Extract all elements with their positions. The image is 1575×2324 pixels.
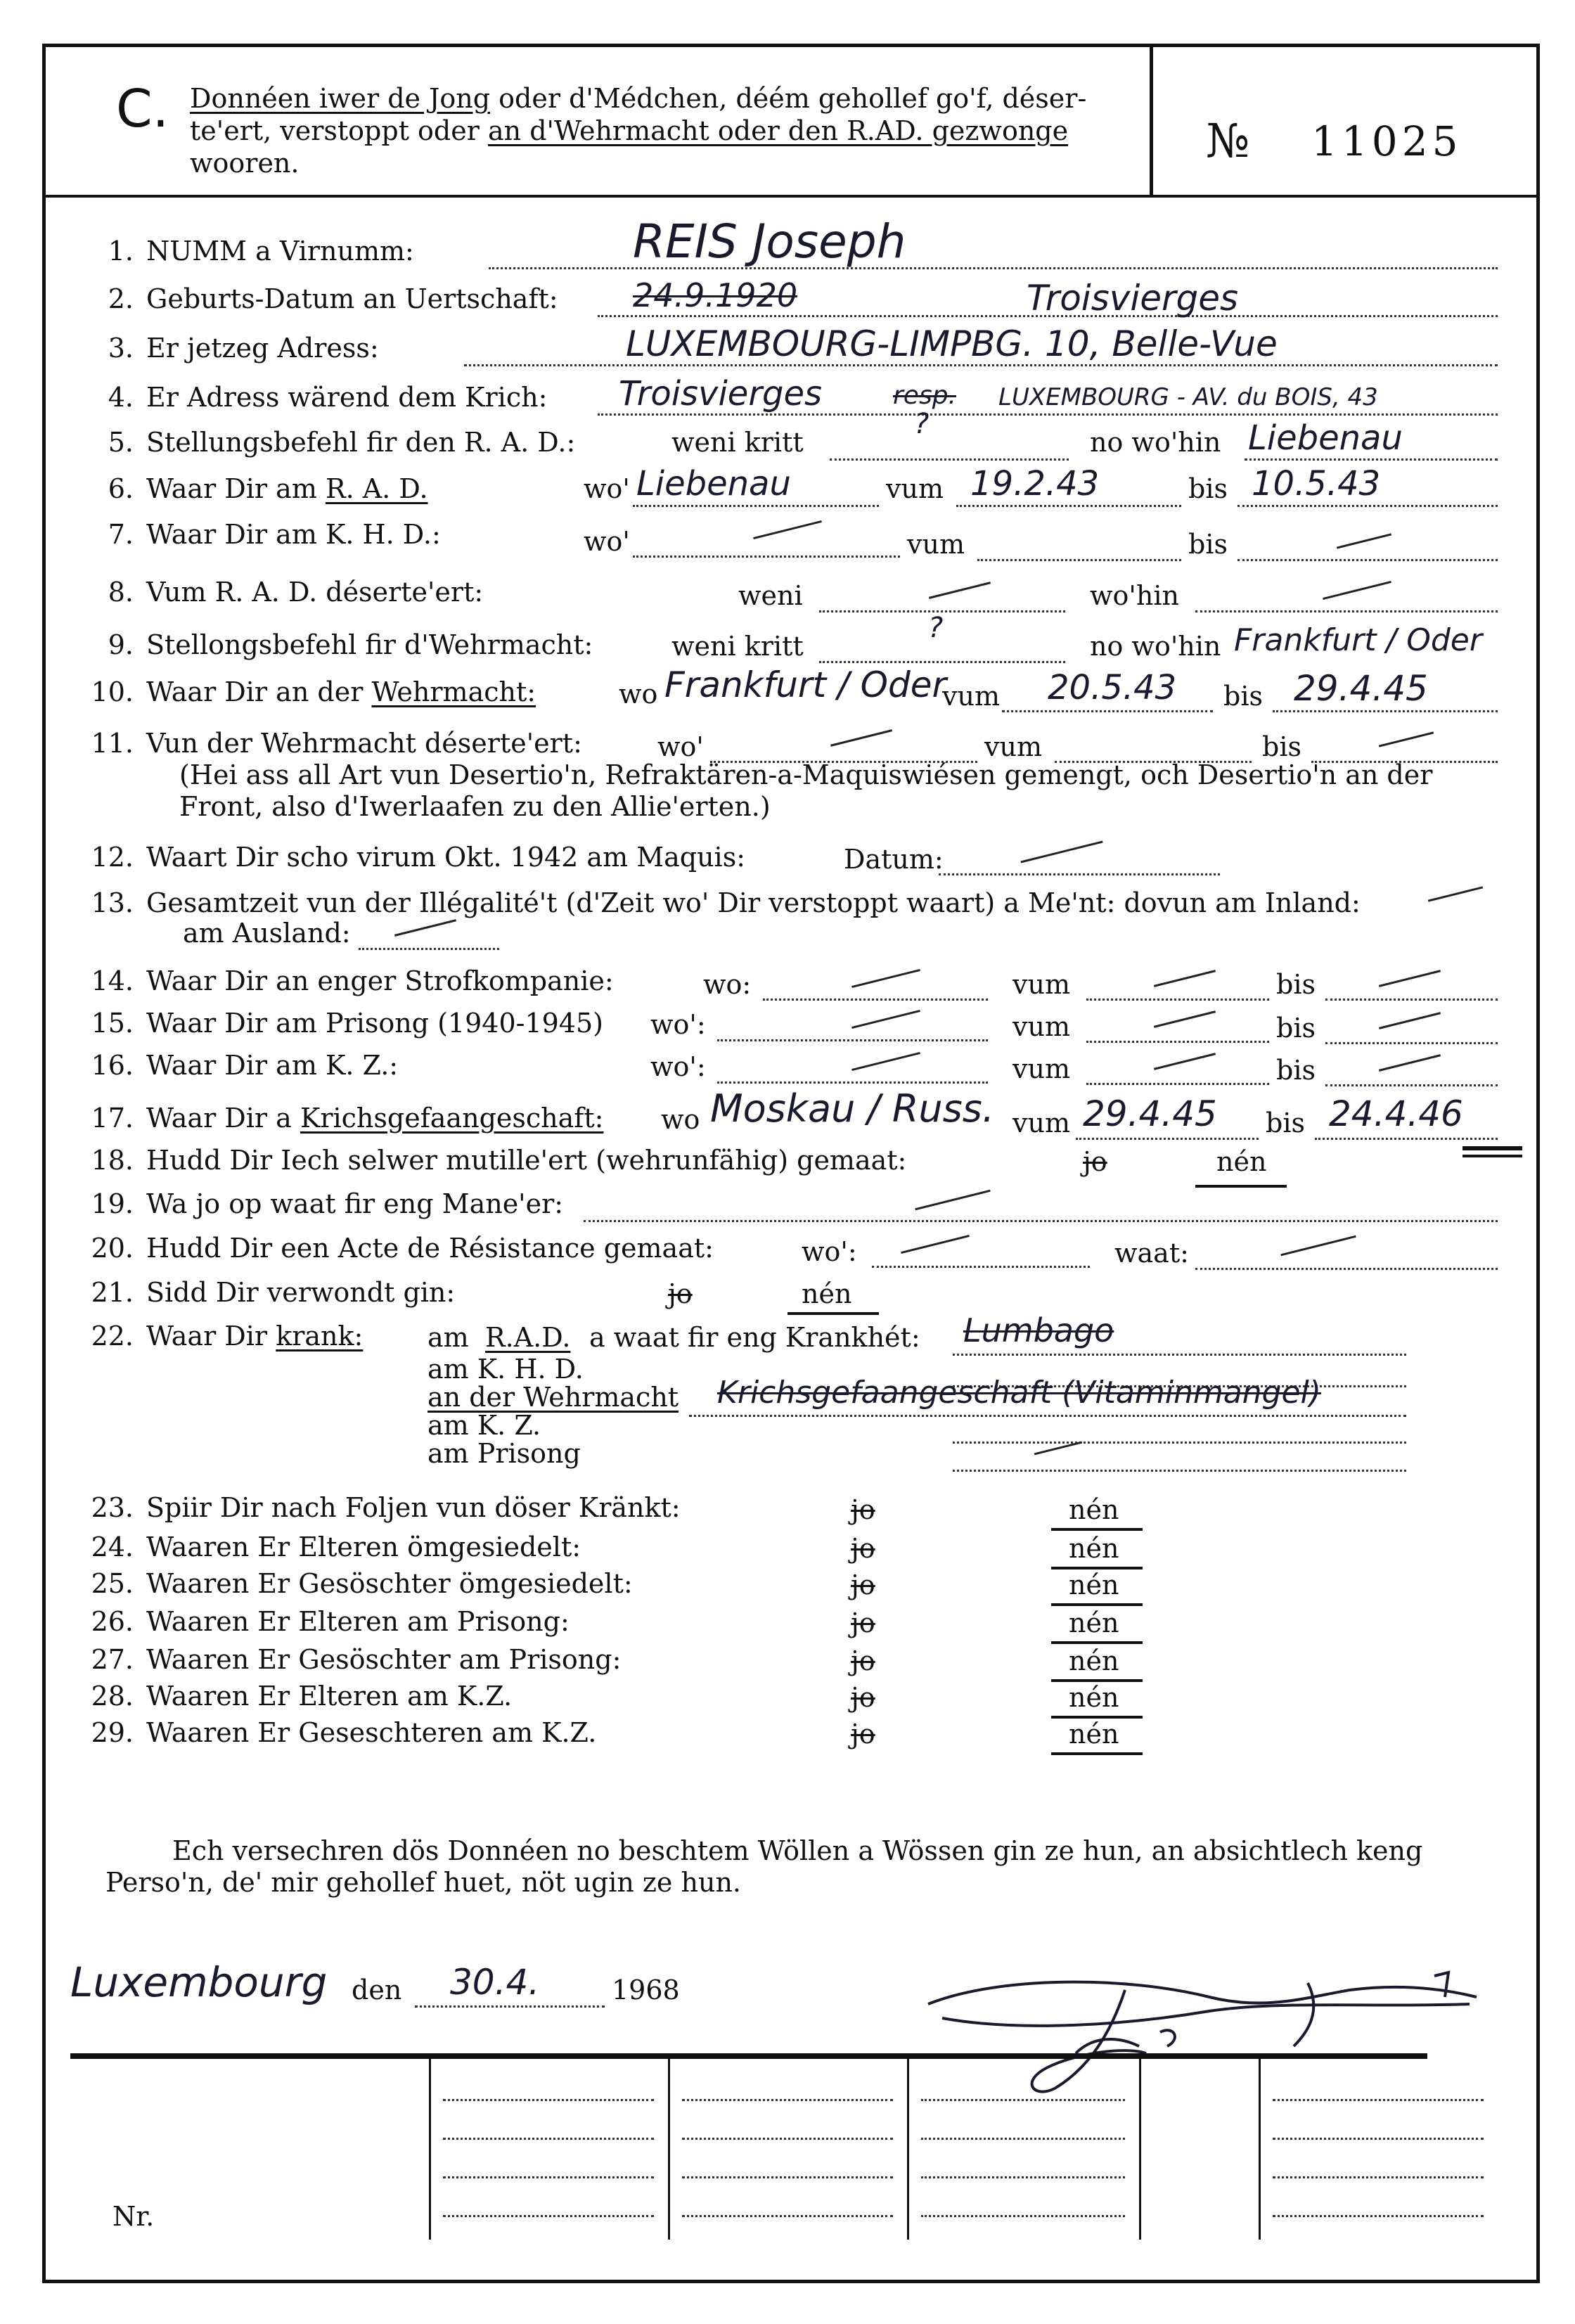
option-nen[interactable]: nén xyxy=(1069,1645,1119,1676)
footer-cell-line[interactable] xyxy=(1273,2099,1484,2101)
row-21 xyxy=(70,1277,455,1308)
row-number: 16. xyxy=(91,1050,134,1081)
row-number: 13. xyxy=(91,887,134,918)
row-label: Waaren Er Elteren am K.Z. xyxy=(146,1681,513,1712)
handwritten-address: LUXEMBOURG-LIMPBG. 10, Belle-Vue xyxy=(626,323,1278,364)
row-label: Waar Dir an der xyxy=(146,676,364,707)
fill-line[interactable] xyxy=(1086,1083,1269,1085)
row-22 xyxy=(70,1321,363,1352)
footer-cell-line[interactable] xyxy=(443,2215,654,2217)
row-label-underlined: Krichsgefaangeschaft: xyxy=(300,1103,604,1134)
wo-label: wo xyxy=(661,1104,700,1135)
handwritten-war-address-a: Troisvierges xyxy=(619,374,823,413)
weni-label: weni kritt xyxy=(671,631,804,662)
fill-line[interactable] xyxy=(1273,710,1498,712)
heading-line3: wooren. xyxy=(190,148,300,179)
row-11-note-1: (Hei ass all Art vun Desertio'n, Refraktären-a-Maquiswiésen gemengt, och Desertio'n an der xyxy=(179,759,1433,790)
footer-cell-line[interactable] xyxy=(443,2138,654,2140)
row-label: Waaren Er Gesöschter am Prisong: xyxy=(146,1644,622,1675)
form-number: 11025 xyxy=(1311,117,1462,165)
ink-mark xyxy=(1462,1155,1522,1157)
row-number: 1. xyxy=(108,236,134,267)
footer-cell-line[interactable] xyxy=(1273,2176,1484,2178)
row-number: 28. xyxy=(91,1681,134,1712)
fill-line[interactable] xyxy=(717,1081,988,1084)
fill-line[interactable] xyxy=(953,1354,1406,1356)
row-label: Stellungsbefehl fir den R. A. D.: xyxy=(146,427,576,458)
fill-line[interactable] xyxy=(633,556,900,558)
handwritten-vum: 19.2.43 xyxy=(970,464,1100,503)
wehrmacht-label: an der Wehrmacht xyxy=(428,1382,679,1413)
row-label-underlined: Wehrmacht: xyxy=(371,676,536,707)
fill-line[interactable] xyxy=(1195,1268,1498,1270)
den-label: den xyxy=(352,1975,402,2005)
bis-label: bis xyxy=(1223,681,1263,712)
handwritten-bis: 10.5.43 xyxy=(1252,464,1381,503)
fill-line[interactable] xyxy=(956,505,1181,507)
handwritten-wohin: Liebenau xyxy=(1248,418,1403,458)
fill-line[interactable] xyxy=(1195,610,1498,612)
wo-label: wo': xyxy=(650,1009,706,1040)
fill-line[interactable] xyxy=(977,559,1181,561)
footer-column-divider xyxy=(1139,2057,1141,2240)
footer-top-rule xyxy=(70,2053,1427,2059)
handwritten-vum: 29.4.45 xyxy=(1083,1093,1217,1134)
row-number: 7. xyxy=(108,519,134,550)
vum-label: vum xyxy=(1012,1108,1070,1138)
row-1 xyxy=(70,236,414,267)
footer-cell-line[interactable] xyxy=(921,2099,1125,2101)
datum-label: Datum: xyxy=(844,844,944,875)
section-heading xyxy=(190,82,1125,179)
vum-label: vum xyxy=(942,681,1000,712)
row-label: Er Adress wärend dem Krich: xyxy=(146,382,548,413)
row-number: 22. xyxy=(91,1321,134,1352)
weni-label: weni kritt xyxy=(671,427,804,458)
row-number: 25. xyxy=(91,1568,134,1599)
row-17 xyxy=(70,1103,603,1134)
footer-cell-line[interactable] xyxy=(921,2138,1125,2140)
fill-line[interactable] xyxy=(1325,999,1498,1001)
wo-label: wo': xyxy=(650,1051,706,1082)
bis-label: bis xyxy=(1266,1108,1305,1138)
fill-line[interactable] xyxy=(830,458,1069,461)
fill-line[interactable] xyxy=(1238,559,1498,561)
handwritten-wehrmacht-illness: Krichsgefaangeschaft (Vitaminmangel) xyxy=(717,1375,1321,1411)
row-number: 20. xyxy=(91,1233,134,1264)
handwritten-question: ? xyxy=(928,612,944,644)
row-11 xyxy=(70,728,582,759)
row-label: Stellongsbefehl fir d'Wehrmacht: xyxy=(146,629,593,660)
row-label: Hudd Dir Iech selwer mutille'ert (wehrunfähig) gemaat: xyxy=(146,1145,907,1176)
row-9 xyxy=(70,629,593,660)
row-19 xyxy=(70,1188,563,1219)
fill-line[interactable] xyxy=(1245,458,1498,461)
wo-label: wo: xyxy=(703,969,752,1000)
footer-cell-line[interactable] xyxy=(921,2176,1125,2178)
bis-label: bis xyxy=(1262,731,1301,762)
header-divider xyxy=(1150,47,1153,195)
row-label: Wa jo op waat fir eng Mane'er: xyxy=(146,1188,564,1219)
handwritten-date: 30.4. xyxy=(450,1962,540,2003)
row-12 xyxy=(70,842,745,873)
row-7 xyxy=(70,519,441,550)
handwritten-place: Luxembourg xyxy=(70,1958,328,2006)
fill-line[interactable] xyxy=(1325,1042,1498,1044)
row-label: Waar Dir xyxy=(146,1321,268,1352)
row-number: 5. xyxy=(108,427,134,458)
fill-line[interactable] xyxy=(717,1039,988,1041)
vum-label: vum xyxy=(1012,969,1070,1000)
row-label: Geburts-Datum an Uertschaft: xyxy=(146,283,558,314)
option-jo[interactable]: jo xyxy=(851,1494,875,1525)
wo-label: wo' xyxy=(657,731,704,762)
row-number: 29. xyxy=(91,1717,134,1748)
fill-line[interactable] xyxy=(1238,505,1498,507)
fill-line[interactable] xyxy=(872,1266,1090,1268)
khd-label: am K. H. D. xyxy=(428,1354,584,1385)
wo-label: wo' xyxy=(584,473,630,504)
rad-label: R.A.D. xyxy=(485,1322,571,1353)
row-number: 10. xyxy=(91,676,134,707)
row-label: NUMM a Virnumm: xyxy=(146,236,414,267)
option-jo[interactable]: jo xyxy=(851,1719,875,1750)
waat-label: waat: xyxy=(1114,1238,1189,1269)
am-label: am xyxy=(428,1322,469,1353)
bis-label: bis xyxy=(1188,473,1228,504)
heading-line1-rest: oder d'Médchen, déém gehollef go'f, déser- xyxy=(499,83,1087,114)
option-nen[interactable]: nén xyxy=(1216,1146,1267,1177)
row-number: 8. xyxy=(108,577,134,608)
row-number: 2. xyxy=(108,283,134,314)
option-jo[interactable]: jo xyxy=(851,1607,875,1638)
row-number: 14. xyxy=(91,965,134,996)
footer-cell-line[interactable] xyxy=(682,2176,893,2178)
option-nen[interactable]: nén xyxy=(1069,1719,1119,1750)
nen-underline xyxy=(1051,1641,1143,1644)
option-jo[interactable]: jo xyxy=(851,1645,875,1676)
handwritten-wo: Moskau / Russ. xyxy=(710,1086,995,1131)
row-number: 15. xyxy=(91,1008,134,1039)
row-27 xyxy=(70,1644,621,1675)
handwritten-wo: Frankfurt / Oder xyxy=(664,665,947,705)
row-4 xyxy=(70,382,547,413)
heading-line2-a: te'ert, verstoppt oder xyxy=(190,115,480,146)
footer-column-divider xyxy=(429,2057,431,2240)
prisong-label: am Prisong xyxy=(428,1438,581,1469)
nen-underline xyxy=(1051,1752,1143,1755)
row-14 xyxy=(70,965,614,996)
nen-underline xyxy=(1195,1185,1287,1188)
wo-label: wo' xyxy=(584,526,630,557)
row-number: 3. xyxy=(108,333,134,364)
footer-cell-line[interactable] xyxy=(682,2099,893,2101)
row-number: 12. xyxy=(91,842,134,873)
row-number: 27. xyxy=(91,1644,134,1675)
row-number: 24. xyxy=(91,1532,134,1562)
vum-label: vum xyxy=(907,529,965,560)
row-label: Waaren Er Elteren ömgesiedelt: xyxy=(146,1532,581,1562)
row-24 xyxy=(70,1532,581,1562)
footer-cell-line[interactable] xyxy=(443,2176,654,2178)
row-2 xyxy=(70,283,558,314)
row-13-ausland: am Ausland: xyxy=(183,918,351,949)
option-nen[interactable]: nén xyxy=(802,1278,852,1309)
row-label: Er jetzeg Adress: xyxy=(146,333,379,364)
fill-line[interactable] xyxy=(1086,1041,1269,1043)
wo-label: wo': xyxy=(802,1236,857,1267)
option-nen[interactable]: nén xyxy=(1069,1494,1119,1525)
fill-line[interactable] xyxy=(633,505,879,507)
handwritten-rad-illness: Lumbago xyxy=(963,1311,1114,1349)
row-15 xyxy=(70,1008,603,1039)
row-label-underlined: krank: xyxy=(276,1321,364,1352)
row-label: Waar Dir am K. Z.: xyxy=(146,1050,399,1081)
nen-underline xyxy=(1051,1603,1143,1606)
row-3 xyxy=(70,333,379,364)
handwritten-wo: Liebenau xyxy=(636,464,791,503)
wohin-label: no wo'hin xyxy=(1090,427,1221,458)
row-number: 23. xyxy=(91,1492,134,1523)
fill-line[interactable] xyxy=(598,413,1498,416)
ink-mark xyxy=(1462,1146,1522,1150)
row-11-note-2: Front, also d'Iwerlaafen zu den Allie'erten.) xyxy=(179,791,771,822)
option-nen[interactable]: nén xyxy=(1069,1533,1119,1564)
footer-column-divider xyxy=(1259,2057,1261,2240)
row-number: 18. xyxy=(91,1145,134,1176)
row-number: 26. xyxy=(91,1606,134,1637)
handwritten-war-address-c: LUXEMBOURG - AV. du BOIS, 43 xyxy=(998,383,1378,411)
fill-line[interactable] xyxy=(689,1415,1406,1417)
fill-line[interactable] xyxy=(819,661,1065,663)
option-jo[interactable]: jo xyxy=(851,1533,875,1564)
bis-label: bis xyxy=(1276,1013,1316,1044)
row-13 xyxy=(70,887,1361,918)
wo-label: wo xyxy=(619,679,658,710)
fill-line[interactable] xyxy=(584,1220,1498,1222)
row-16 xyxy=(70,1050,398,1081)
row-label: Vum R. A. D. déserte'ert: xyxy=(146,577,484,608)
fill-line[interactable] xyxy=(1315,1138,1498,1140)
row-6 xyxy=(70,473,428,504)
handwritten-birthplace: Troisvierges xyxy=(1027,278,1239,319)
row-label: Waar Dir am K. H. D.: xyxy=(146,519,441,550)
heading-underlined-1: Donnéen iwer de Jong xyxy=(190,83,491,114)
row-number: 21. xyxy=(91,1277,134,1308)
row-28 xyxy=(70,1681,512,1712)
handwritten-name: REIS Joseph xyxy=(633,214,906,269)
option-nen[interactable]: nén xyxy=(1069,1569,1119,1600)
header-bottom-rule xyxy=(46,195,1536,198)
handwritten-wohin: Frankfurt / Oder xyxy=(1234,622,1482,658)
year-label: 1968 xyxy=(612,1975,680,2005)
row-label: Waaren Er Geseschteren am K.Z. xyxy=(146,1717,597,1748)
declaration-line-2: Perso'n, de' mir gehollef huet, nöt ugin ze hun. xyxy=(105,1867,742,1898)
row-label: Waaren Er Gesöschter ömgesiedelt: xyxy=(146,1568,633,1599)
row-label: Gesamtzeit vun der Illégalité't (d'Zeit wo' Dir verstoppt waart) a Me'nt: dovun am Inland: xyxy=(146,887,1361,918)
fill-line[interactable] xyxy=(1076,1138,1259,1140)
fill-line[interactable] xyxy=(464,364,1498,366)
row-26 xyxy=(70,1606,570,1637)
fill-line[interactable] xyxy=(359,948,499,950)
row-label: Waaren Er Elteren am Prisong: xyxy=(146,1606,570,1637)
footer-nr-label: Nr. xyxy=(112,2201,155,2232)
footer-cell-line[interactable] xyxy=(682,2138,893,2140)
handwritten-war-address-b: resp. xyxy=(893,381,956,410)
footer-cell-line[interactable] xyxy=(921,2215,1125,2217)
number-symbol: № xyxy=(1206,114,1250,168)
nen-underline xyxy=(1051,1528,1143,1531)
krankheet-label: a waat fir eng Krankhét: xyxy=(589,1322,920,1353)
row-label-underlined: R. A. D. xyxy=(325,473,428,504)
handwritten-vum: 20.5.43 xyxy=(1048,668,1177,707)
signature xyxy=(914,1948,1491,2110)
option-nen[interactable]: nén xyxy=(1069,1607,1119,1638)
footer-column-divider xyxy=(668,2057,670,2240)
fill-line[interactable] xyxy=(939,873,1220,875)
row-10 xyxy=(70,676,536,707)
row-number: 11. xyxy=(91,728,134,759)
footer-cell-line[interactable] xyxy=(682,2215,893,2217)
option-nen[interactable]: nén xyxy=(1069,1682,1119,1713)
bis-label: bis xyxy=(1276,969,1316,1000)
vum-label: vum xyxy=(984,731,1042,762)
handwritten-birthdate: 24.9.1920 xyxy=(633,276,798,314)
option-jo[interactable]: jo xyxy=(851,1682,875,1713)
bis-label: bis xyxy=(1188,529,1228,560)
nen-underline xyxy=(788,1312,879,1315)
row-25 xyxy=(70,1568,633,1599)
heading-underlined-2: an d'Wehrmacht oder den R.AD. gezwonge xyxy=(488,115,1069,146)
fill-line[interactable] xyxy=(1325,1084,1498,1086)
vum-label: vum xyxy=(886,473,944,504)
footer-cell-line[interactable] xyxy=(443,2099,654,2101)
row-label: Waar Dir am Prisong (1940-1945) xyxy=(146,1008,603,1039)
row-label: Waart Dir scho virum Okt. 1942 am Maquis: xyxy=(146,842,746,873)
fill-line[interactable] xyxy=(953,1470,1406,1472)
wohin-label: wo'hin xyxy=(1090,580,1179,611)
row-number: 6. xyxy=(108,473,134,504)
vum-label: vum xyxy=(1012,1011,1070,1042)
row-label: Waar Dir a xyxy=(146,1103,292,1134)
fill-line[interactable] xyxy=(763,999,988,1001)
row-label: Waar Dir an enger Strofkompanie: xyxy=(146,965,614,996)
handwritten-question: ? xyxy=(914,408,930,440)
fill-line[interactable] xyxy=(415,2005,605,2008)
row-23 xyxy=(70,1492,681,1523)
option-jo[interactable]: jo xyxy=(851,1569,875,1600)
handwritten-bis: 29.4.45 xyxy=(1294,668,1428,709)
row-number: 4. xyxy=(108,382,134,413)
footer-cell-line[interactable] xyxy=(1273,2215,1484,2217)
bis-label: bis xyxy=(1276,1055,1316,1086)
footer-column-divider xyxy=(907,2057,909,2240)
section-letter: C. xyxy=(116,79,169,139)
row-5 xyxy=(70,427,575,458)
row-label: Vun der Wehrmacht déserte'ert: xyxy=(146,728,582,759)
row-18 xyxy=(70,1145,906,1176)
option-jo[interactable]: jo xyxy=(1083,1146,1107,1177)
wohin-label: no wo'hin xyxy=(1090,631,1221,662)
row-label: Spiir Dir nach Foljen vun döser Kränkt: xyxy=(146,1492,681,1523)
footer-cell-line[interactable] xyxy=(1273,2138,1484,2140)
fill-line[interactable] xyxy=(953,1442,1406,1444)
row-label: Sidd Dir verwondt gin: xyxy=(146,1277,456,1308)
row-number: 9. xyxy=(108,629,134,660)
kz-label: am K. Z. xyxy=(428,1410,541,1441)
weni-label: weni xyxy=(738,580,803,611)
row-label: Hudd Dir een Acte de Résistance gemaat: xyxy=(146,1233,714,1264)
row-29 xyxy=(70,1717,596,1748)
row-number: 19. xyxy=(91,1188,134,1219)
declaration-line-1: Ech versechren dös Donnéen no beschtem Wöllen a Wössen gin ze hun, an absichtlech keng xyxy=(172,1835,1423,1866)
fill-line[interactable] xyxy=(1086,999,1269,1001)
row-number: 17. xyxy=(91,1103,134,1134)
row-8 xyxy=(70,577,483,608)
option-jo[interactable]: jo xyxy=(668,1278,693,1309)
fill-line[interactable] xyxy=(1002,710,1213,712)
row-20 xyxy=(70,1233,714,1264)
row-label: Waar Dir am xyxy=(146,473,317,504)
handwritten-bis: 24.4.46 xyxy=(1329,1093,1463,1134)
vum-label: vum xyxy=(1012,1053,1070,1084)
